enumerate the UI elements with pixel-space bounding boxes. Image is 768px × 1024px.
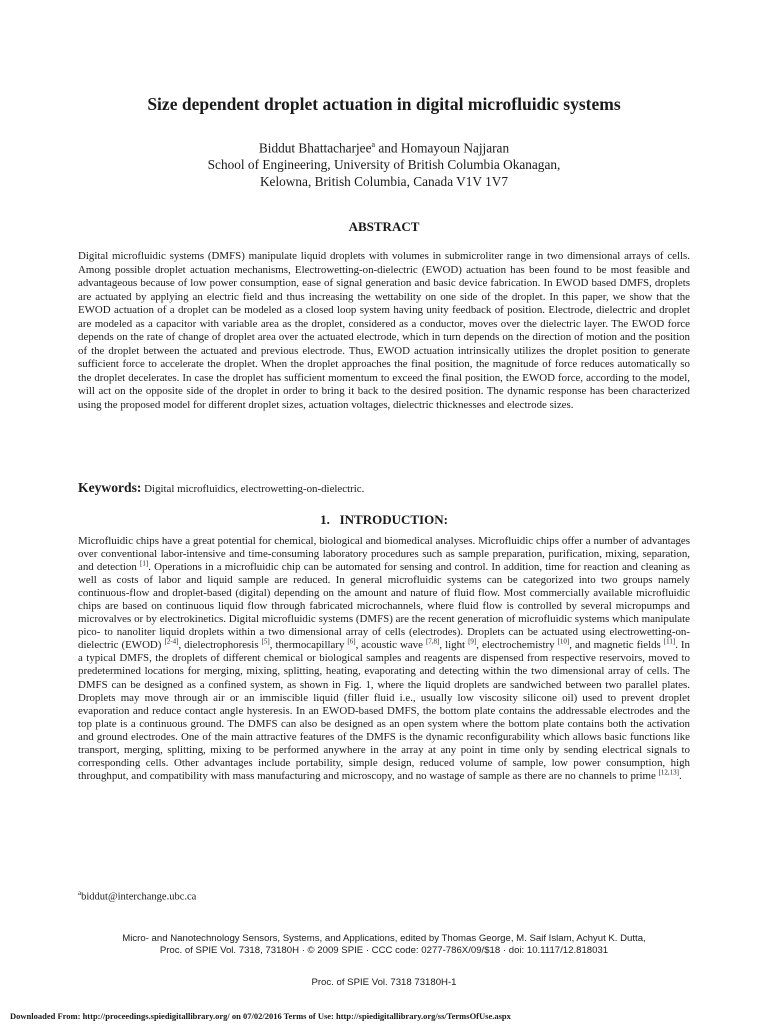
keywords-label: Keywords: <box>78 480 142 495</box>
citation-ref: [5] <box>261 637 270 646</box>
keywords-line <box>78 480 690 496</box>
citation-ref: [6] <box>347 637 356 646</box>
citation-ref: [11] <box>663 637 676 646</box>
citation-ref: [9] <box>468 637 477 646</box>
citation-line: Proc. of SPIE Vol. 7318, 73180H · © 2009 SPIE · CCC code: 0277-786X/09/$18 · doi: 10.1117/12.818031 <box>159 945 609 957</box>
intro-text-segment: , dielectrophoresis <box>178 639 262 652</box>
citation-ref: [2-4] <box>164 637 179 646</box>
intro-text-segment: , acoustic wave <box>355 639 426 652</box>
download-notice: Downloaded From: http://proceedings.spiedigitallibrary.org/ on 07/02/2016 Terms of Use: http://spiedigitallibrary.org/ss/TermsOfUse.aspx <box>10 1011 511 1021</box>
citation-ref: [1] <box>140 559 149 568</box>
abstract-text: Digital microfluidic systems (DMFS) manipulate liquid droplets with volumes in submicroliter range in two dimensional arrays of cells. Among possible droplet actuation mechanisms, Electrowetting-on-dielectric (EWOD) actuation has been found to be most feasible and advantageous because of low power consumption, ease of signal generation and basic device fabrication. In EWOD based DMFS, droplets are actuated by applying an electric field and thus increasing the wettability on one side of the droplet. In this paper, we show that the EWOD actuation of a droplet can be modeled as a closed loop system having unity feedback of position. Electrode, dielectric and droplet are modeled as a capacitor with variable area as the droplet, considered as a conductor, moves over the dielectric layer. The EWOD force depends on the rate of change of droplet area over the actuated electrode, which in turn depends on the direction of motion and the position of the droplet between the actuated and previous electrode. Thus, EWOD actuation intrinsically utilizes the droplet position to generate sufficient force to accelerate the droplet. When the droplet approaches the final position, the magnitude of force reduces automatically so the droplet decelerates. In case the droplet has sufficient momentum to exceed the final position, the EWOD force, according to the model, will act on the opposite side of the droplet in order to bring it back to the desired position. The dynamic response has been characterized using the proposed model for different droplet sizes, actuation voltages, dielectric thicknesses and electrode sizes. <box>78 250 690 412</box>
introduction-text <box>78 535 690 783</box>
intro-text-segment: . <box>679 769 682 782</box>
author-name: Homayoun Najjaran <box>400 140 510 156</box>
abstract-heading: ABSTRACT <box>348 219 420 234</box>
affiliation-line: Kelowna, British Columbia, Canada V1V 1V7 <box>259 174 509 190</box>
publication-citation <box>0 933 768 957</box>
keywords-text: Digital microfluidics, electrowetting-on-dielectric. <box>144 483 365 495</box>
citation-ref: [12,13] <box>658 768 679 777</box>
citation-ref: [7,8] <box>425 637 440 646</box>
citation-line: Micro- and Nanotechnology Sensors, Systems, and Applications, edited by Thomas George, M. Saif Islam, Achyut K. Dutta, <box>122 933 646 944</box>
paper-title: Size dependent droplet actuation in digital microfluidic systems <box>147 94 621 114</box>
affiliation-line: School of Engineering, University of British Columbia Okanagan, <box>207 157 561 173</box>
section-heading-introduction: 1. INTRODUCTION: <box>320 512 448 527</box>
author-separator: and <box>375 140 401 156</box>
intro-text-segment: Microfluidic chips have a great potential for chemical, biological and biomedical analyses. Microfluidic chips offer a number of advantages over conventional labor-intensive and time-consuming laboratory procedures such as sample preparation, purification, mixing, separation, and detection <box>78 535 690 574</box>
intro-text-segment: , light <box>439 639 469 652</box>
author-block <box>0 136 768 190</box>
intro-text-segment: , thermocapillary <box>269 639 348 652</box>
footnote <box>78 889 690 903</box>
intro-text-segment: , electrochemistry <box>476 639 558 652</box>
page-number: Proc. of SPIE Vol. 7318 73180H-1 <box>311 977 457 988</box>
footnote-mark: a <box>78 889 82 897</box>
intro-text-segment: , and magnetic fields <box>569 639 664 652</box>
footnote-email[interactable]: biddut@interchange.ubc.ca <box>81 891 197 903</box>
author-footnote-mark: a <box>371 140 376 149</box>
intro-text-segment: . In a typical DMFS, the droplets of different chemical or biological samples and reagents are dispensed from respective reservoirs, moved to predetermined locations for merging, mixing, splitting, heating, evaporating and detecting within the two dimensional array of cells. The DMFS can be designed as a confined system, as shown in Fig. 1, where the liquid droplets are sandwiched between two parallel plates. Droplets may move through air or an immiscible liquid (filler fluid i.e., usually low viscosity silicone oil) used to prevent droplet evaporation and reduce contact angle hysteresis. In an EWOD-based DMFS, the bottom plate contains the addressable electrodes and the top plate is a continuous ground. The DMFS can also be designed as an open system where the bottom plate contains both the activation and ground electrodes. One of the main attractive features of the DMFS is the dynamic reconfigurability which allows basic functions like transport, merging, splitting, mixing to be performed anywhere in the array at any point in time only by sending electrical signals to corresponding cells. Other advantages include portability, simple design, reduced volume of sample, low power consumption, high throughput, and compatibility with mass manufacturing and microscopy, and no wastage of sample as there are no channels to prime <box>78 639 690 782</box>
author-name: Biddut Bhattacharjee <box>258 140 372 156</box>
author-line <box>0 136 768 156</box>
intro-text-segment: . Operations in a microfluidic chip can be automated for sensing and control. In addition, time for reaction and cleaning as well as costs of labor and liquid sample are reduced. In general microfluidic systems can be categorized into two groups namely continuous-flow and droplet-based (digital) depending on the amount and nature of fluid flow. Most commercially available microfluidic chips are based on continuous liquid flow through fabricated microchannels, where fluid flow is controlled by several micropumps and microvalves or by electrokinetics. Digital microfluidic systems (DMFS) are the recent generation of microfluidic systems which manipulate pico- to nanoliter liquid droplets within a two dimensional array of cells (electrodes). Droplets can be actuated using electrowetting-on-dielectric (EWOD) <box>78 561 690 652</box>
citation-ref: [10] <box>557 637 570 646</box>
